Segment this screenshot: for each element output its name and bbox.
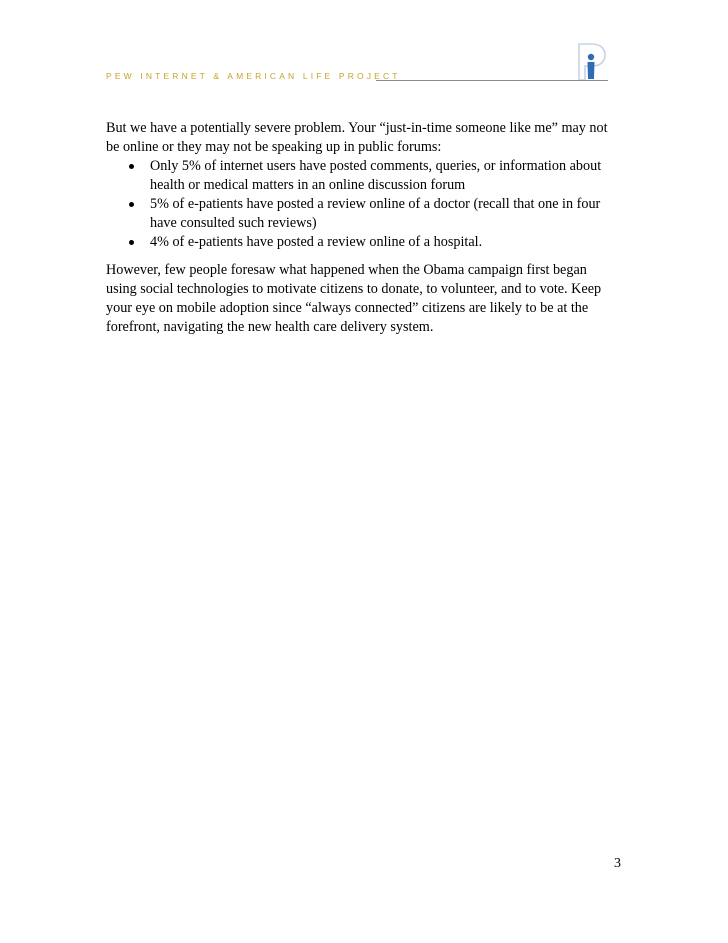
bullet-text: 4% of e-patients have posted a review online of a hospital. (150, 234, 483, 250)
bullet-item (106, 195, 621, 233)
bullet-text: 5% of e-patients have posted a review online of a doctor (recall that one in four have consulted such reviews) (150, 196, 601, 231)
page-header (106, 70, 606, 84)
bullet-item (106, 157, 621, 195)
bullet-list (106, 157, 621, 252)
bullet-icon (129, 240, 134, 245)
pew-p-logo-icon (572, 42, 608, 82)
bullet-icon (129, 202, 134, 207)
bullet-icon (129, 164, 134, 169)
paragraph-closing: However, few people foresaw what happened when the Obama campaign first began using social technologies to motivate citizens to donate, to volunteer, and to vote. Keep your eye on mobile adoption since “always connected” citizens are likely to be at the forefront, navigating the new health care delivery system. (106, 262, 602, 335)
bullet-item (106, 233, 621, 252)
paragraph-intro: But we have a potentially severe problem. Your “just-in-time someone like me” may not be online or they may not be speaking up in public forums: (106, 120, 608, 155)
bullet-text: Only 5% of internet users have posted comments, queries, or information about health or medical matters in an online discussion forum (150, 158, 602, 193)
page-number: 3 (614, 856, 621, 871)
body-content (106, 119, 621, 337)
header-title: PEW INTERNET & AMERICAN LIFE PROJECT (106, 71, 401, 81)
